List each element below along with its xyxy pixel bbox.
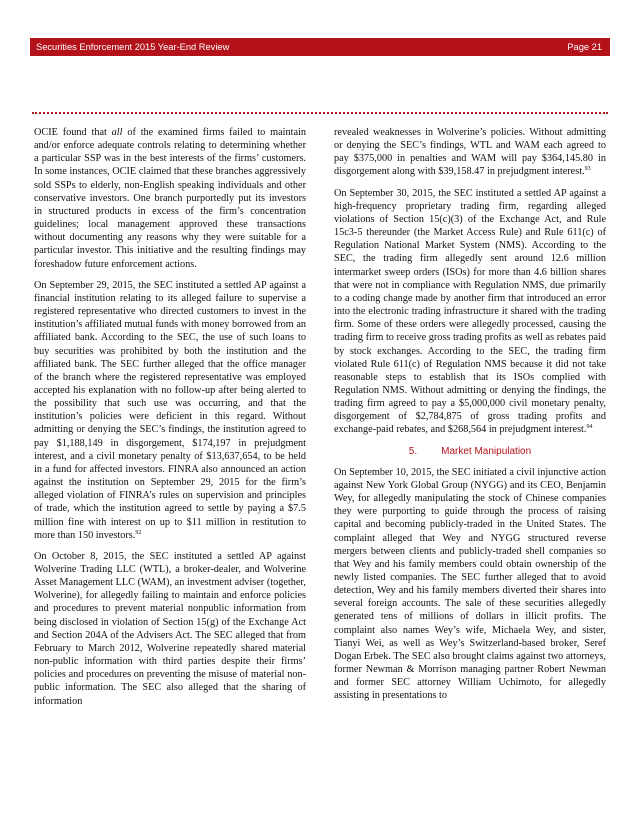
emphasis-all: all <box>111 127 123 138</box>
paragraph-oct-8-wolverine <box>34 550 306 708</box>
paragraph-sept-30-trading-firm <box>334 187 606 437</box>
paragraph-text: of the examined firms failed to maintain and/or enforce adequate controls relating to determining whether a particular SSP was in the best interests of the firms’ customers. In some instances, OCIE claimed that these branches aggressively sold SSPs to elderly, non-English speaking individuals and other conservative investors. One branch purportedly put its investors in structured products in excess of the firm’s concentration guidelines; local management approved these transactions without documenting any reasons why they were suitable for a particular investor. This initiative and the resulting findings may foreshadow future enforcement actions. <box>34 127 306 270</box>
section-heading-market-manipulation <box>334 445 606 458</box>
page-header-bar <box>30 38 610 56</box>
paragraph-text: OCIE found that <box>34 127 112 138</box>
paragraph-text: On September 30, 2015, the SEC instituted a settled AP against a high-frequency proprietary trading firm, regarding alleged violations of Section 15(c)(3) of the Exchange Act, and Rule 15c3-5 thereunder (the Market Access Rule) and Rule 611(c) of Regulation National Market System (NMS). According to the SEC, the trading firm allegedly sent around 12.6 million intermarket sweep orders (ISOs) for more than 4.6 billion shares that were not in compliance with Regulation NMS, due primarily to a coding change made by another firm that introduced an error into the electronic trading infrastructure it shared with the trading firm. Some of these orders were allegedly processed, causing the trading firm to receive gross trading profits as well as rebates paid by stock exchanges. According to the SEC, the trading firm violated Rule 611(c) of Regulation NMS because it did not take reasonable steps to establish that its ISOs complied with Regulation NMS. Without admitting or denying the findings, the trading firm agreed to pay a $5,000,000 civil monetary penalty, disgorgement of $2,784,875 of gross trading profits and exchange-paid rebates, and $268,564 in prejudgment interest. <box>334 187 606 436</box>
document-title: Securities Enforcement 2015 Year-End Review <box>36 42 230 52</box>
paragraph-text: On October 8, 2015, the SEC instituted a settled AP against Wolverine Trading LLC (WTL), a broker-dealer, and Wolverine Asset Management LLC (WAM), an investment adviser (together, Wolverine), for allegedly failing to maintain and enforce policies and procedures to prevent material nonpublic information from being disclosed in violation of Section 15(g) of the Exchange Act and Section 204A of the Advisers Act. The SEC alleged that from February to March 2012, Wolverine repeatedly shared material non-public information with third parties despite their firms’ policies and procedures on preventing the misuse of material non-public information. The SEC also alleged that the sharing of information <box>34 550 306 707</box>
paragraph-text: On September 10, 2015, the SEC initiated a civil injunctive action against New York Global Group (NYGG) and its CEO, Benjamin Wey, for allegedly manipulating the stock of Chinese companies they were purporting to guide through the process of raising capital and becoming publicly-traded in the United States. The complaint alleged that Wey and NYGG structured reverse mergers between clients and publicly-traded shell companies so that Wey and his family members could obtain ownership of the newly listed companies. The SEC further alleged that to avoid detection, Wey and his family members diverted their shares into several foreign accounts. The sale of these securities allegedly generated tens of millions of dollars in illicit profits. The complaint also names Wey’s wife, Michaela Wey, and sister, Tianyi Wei, as well as Wey’s Switzerland-based broker, Seref Dogan Erbek. The SEC also brought claims against two attorneys, former Newman & Morrison managing partner Robert Newman and former SEC attorney William Uchimoto, for allegedly assisting in presentations to <box>334 466 606 702</box>
paragraph-text: revealed weaknesses in Wolverine’s policies. Without admitting or denying the SEC’s findings, WTL and WAM each agreed to pay $375,000 in penalties and WAM will pay $364,145.80 in disgorgement along with $39,158.47 in prejudgment interest. <box>334 127 606 178</box>
page-number: Page 21 <box>567 42 602 52</box>
paragraph-sept-10-nygg <box>334 466 606 703</box>
footnote-ref[interactable]: 93 <box>584 166 591 173</box>
section-title: Market Manipulation <box>441 445 532 457</box>
left-column <box>34 126 306 716</box>
paragraph-wolverine-settlement <box>334 126 606 179</box>
footnote-ref[interactable]: 92 <box>135 529 142 536</box>
footnote-ref[interactable]: 94 <box>586 424 593 431</box>
paragraph-text: On September 29, 2015, the SEC instituted a settled AP against a financial institution relating to its alleged failure to supervise a registered representative who directed customers to invest in the institution’s affiliated mutual funds with money borrowed from an affiliated bank. According to the SEC, the use of such loans to buy securities was prohibited by both the institution and the affiliated bank. The SEC further alleged that the office manager of the branch where the registered representative was employed accepted his explanation with no follow-up after being alerted to the possibility that such use was occurring, and that the institution’s policies were deficient in this regard. Without admitting or denying the SEC’s findings, the institution agreed to pay $1,188,149 in disgorgement, $174,197 in prejudgment interest, and a civil monetary penalty of $13,637,654, to be held in a fund for affected investors. FINRA also announced an action against the institution on September 29, 2015 for the firm’s alleged violation of FINRA’s rules on supervision and principles of trade, which the institution agreed to settle by paying a $7.5 million fine with interest on up to $11 million in restitution to more than 150 investors. <box>34 279 306 541</box>
dotted-divider <box>32 112 608 114</box>
paragraph-sept-29 <box>34 279 306 542</box>
right-column <box>334 126 606 711</box>
section-number: 5. <box>408 445 418 457</box>
paragraph-ocie-findings <box>34 126 306 271</box>
